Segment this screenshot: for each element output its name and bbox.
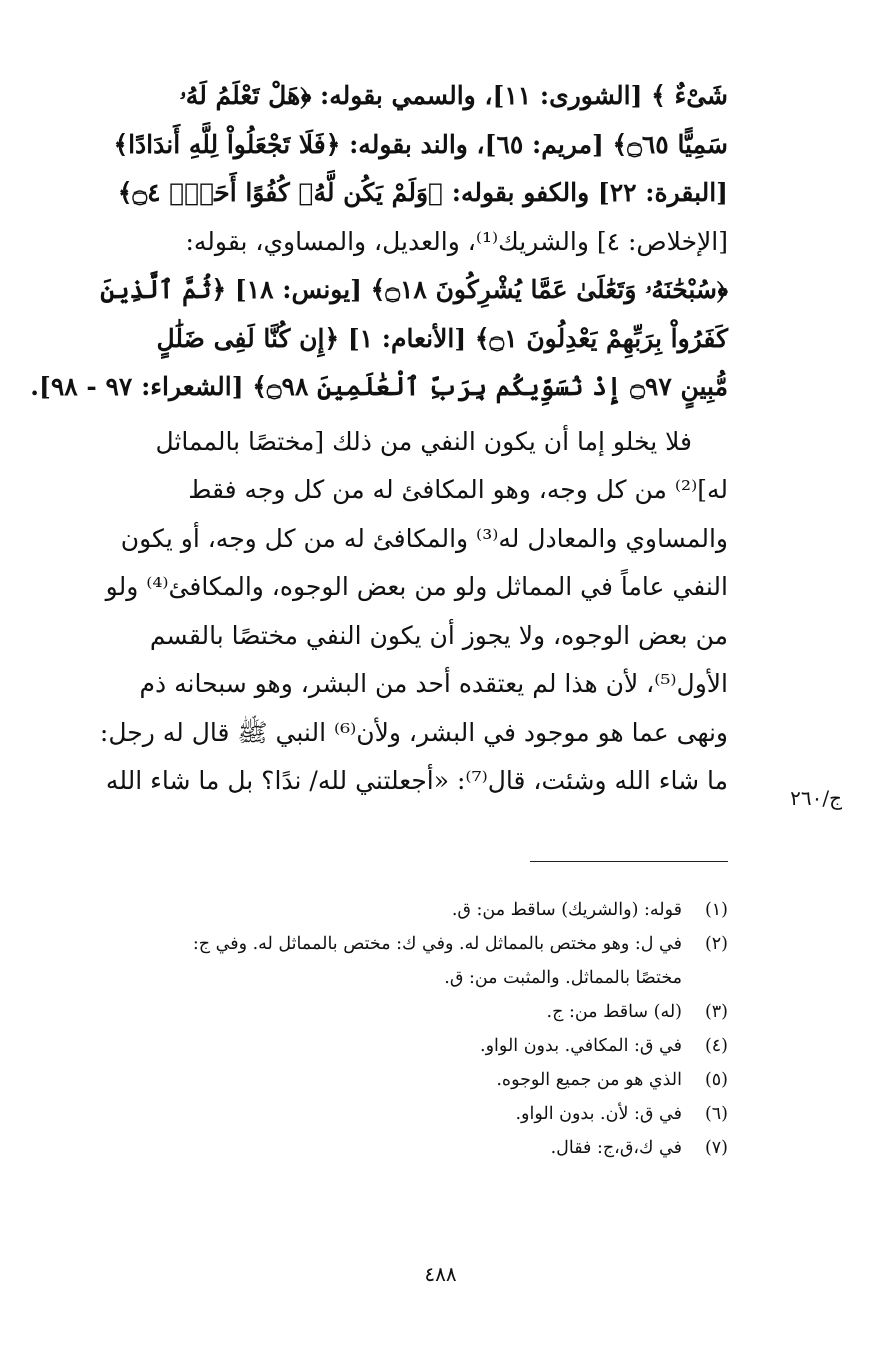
footnote-item xyxy=(40,1131,728,1165)
footnote-text: في ق: المكافي. بدون الواو. xyxy=(480,1036,682,1056)
footnote-text: في ل: وهو مختص بالمماثل له. وفي ك: مختص بالمماثل له. وفي ج: xyxy=(192,934,682,954)
text-line: كَفَرُواْ بِرَبِّهِمْ يَعْدِلُونَ ۝١﴾ [الأنعام: ١] ﴿إِن كُنَّا لَفِى ضَلَٰلٍ xyxy=(156,323,728,353)
footnote-text: في ك،ق،ج: فقال. xyxy=(550,1138,682,1158)
text-line: مُّبِينٍ ۝٩٧ إِذْ نُسَوِّيكُم بِرَبِّ ٱلْعَٰلَمِينَ ۝٩٨﴾ [الشعراء: ٩٧ - ٩٨]. xyxy=(30,372,728,401)
text-line: [البقرة: ٢٢] والكفو بقوله: ﴿وَلَمْ يَكُن لَّهُۥ كُفُوًا أَحَدٌۢ ۝٤﴾ xyxy=(117,178,728,207)
footnote-number: (٥) xyxy=(704,1070,728,1090)
text-line: [الإخلاص: ٤] والشريك⁽¹⁾، والعديل، والمساوي، بقوله: xyxy=(185,226,728,256)
footnote-number: (٧) xyxy=(704,1138,728,1158)
footnote-continuation: مختصًا بالمماثل. والمثبت من: ق. xyxy=(444,968,682,988)
text-line: من بعض الوجوه، ولا يجوز أن يكون النفي مختصًا بالقسم xyxy=(149,620,728,650)
text-line: له]⁽²⁾ من كل وجه، وهو المكافئ له من كل وجه فقط xyxy=(188,475,728,504)
footnote-text: في ق: لأن. بدون الواو. xyxy=(515,1104,682,1124)
footnote-text: (له) ساقط من: ج. xyxy=(546,1002,682,1022)
text-line: النفي عاماً في المماثل ولو من بعض الوجوه، والمكافئ⁽⁴⁾ ولو xyxy=(105,572,728,601)
footnote-item xyxy=(40,995,728,1029)
footnote-text: قوله: (والشريك) ساقط من: ق. xyxy=(451,900,682,920)
main-text xyxy=(30,72,728,806)
footnote-number: (٦) xyxy=(704,1104,728,1124)
text-line: ما شاء الله وشئت، قال⁽⁷⁾: «أجعلتني لله/ ندًا؟ بل ما شاء الله xyxy=(105,766,728,795)
text-line: الأول⁽⁵⁾، لأن هذا لم يعتقده أحد من البشر، وهو سبحانه ذم xyxy=(139,669,728,698)
footnote-divider xyxy=(530,861,728,862)
margin-reference: ج/٢٦٠ xyxy=(790,786,842,810)
page-number: ٤٨٨ xyxy=(424,1262,457,1286)
footnotes xyxy=(40,893,728,1165)
text-line: شَىْءٌ ﴾ [الشورى: ١١]، والسمي بقوله: ﴿هَلْ تَعْلَمُ لَهُۥ xyxy=(179,81,728,110)
text-line: سَمِيًّا ۝٦٥﴾ [مريم: ٦٥]، والند بقوله: ﴿فَلَا تَجْعَلُواْ لِلَّهِ أَندَادًا﴾ xyxy=(113,129,728,159)
text-line: فلا يخلو إما أن يكون النفي من ذلك [مختصًا بالمماثل xyxy=(155,426,692,456)
footnote-item xyxy=(40,927,728,961)
footnote-text: الذي هو من جميع الوجوه. xyxy=(496,1070,682,1090)
footnote-number: (٢) xyxy=(704,934,728,954)
footnote-item xyxy=(40,893,728,927)
text-line: ﴿سُبْحَٰنَهُۥ وَتَعَٰلَىٰ عَمَّا يُشْرِكُونَ ۝١٨﴾ [يونس: ١٨] ﴿ثُمَّ ٱلَّذِينَ xyxy=(100,275,728,304)
footnote-item xyxy=(40,1097,728,1131)
footnote-number: (١) xyxy=(704,900,728,920)
footnote-number: (٤) xyxy=(704,1036,728,1056)
footnote-number: (٣) xyxy=(704,1002,728,1022)
footnote-item xyxy=(40,1029,728,1063)
text-line: ونهى عما هو موجود في البشر، ولأن⁽⁶⁾ النبي ﷺ قال له رجل: xyxy=(99,717,728,747)
text-line: والمساوي والمعادل له⁽³⁾ والمكافئ له من كل وجه، أو يكون xyxy=(120,523,728,553)
footnote-item xyxy=(40,1063,728,1097)
